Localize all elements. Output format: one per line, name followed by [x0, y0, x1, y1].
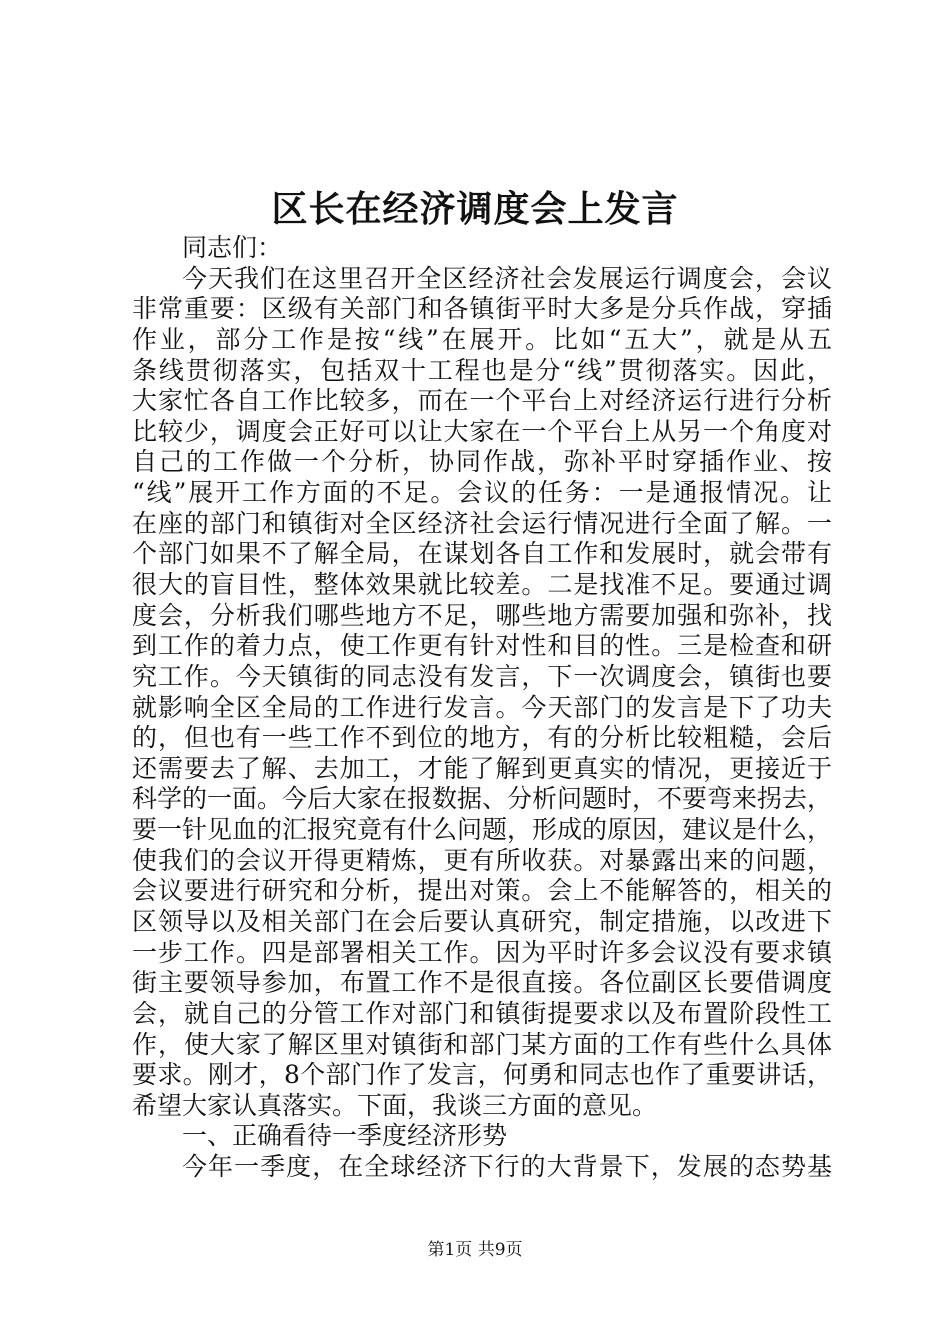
body-line: 很大的盲目性，整体效果就比较差。二是找准不足。要通过调 — [132, 570, 832, 599]
body-line: 到工作的着力点，使工作更有针对性和目的性。三是检查和研 — [132, 631, 832, 661]
body-line: 希望大家认真落实。下面，我谈三方面的意见。 — [132, 1090, 658, 1120]
body-line: 区领导以及相关部门在会后要认真研究，制定措施，以改进下 — [132, 906, 832, 936]
body-line: 作业，部分工作是按“线”在展开。比如“五大”，就是从五 — [132, 324, 832, 354]
body-line: 要求。刚才，8个部门作了发言，何勇和同志也作了重要讲话， — [132, 1060, 832, 1090]
body-line: 使我们的会议开得更精炼，更有所收获。对暴露出来的问题， — [132, 845, 832, 875]
body-line: 科学的一面。今后大家在报数据、分析问题时，不要弯来拐去， — [132, 784, 833, 814]
body-line: 自己的工作做一个分析，协同作战，弥补平时穿插作业、按 — [132, 447, 832, 477]
body-line: 就影响全区全局的工作进行发言。今天部门的发言是下了功夫 — [132, 692, 832, 722]
body-line: 的，但也有一些工作不到位的地方，有的分析比较粗糙，会后 — [132, 723, 832, 753]
body-line: 今天我们在这里召开全区经济社会发展运行调度会，会议 — [182, 263, 832, 293]
body-line: 非常重要：区级有关部门和各镇街平时大多是分兵作战，穿插 — [132, 294, 832, 324]
body-line: 在座的部门和镇街对全区经济社会运行情况进行全面了解。一 — [132, 508, 832, 538]
body-line: 比较少，调度会正好可以让大家在一个平台上从另一个角度对 — [132, 416, 832, 446]
body-line: 会议要进行研究和分析，提出对策。会上不能解答的，相关的 — [132, 876, 832, 906]
body-line: 要一针见血的汇报究竟有什么问题，形成的原因，建议是什么， — [132, 815, 833, 844]
body-line: 个部门如果不了解全局，在谋划各自工作和发展时，就会带有 — [132, 539, 832, 569]
body-line: 街主要领导参加，布置工作不是很直接。各位副区长要借调度 — [132, 968, 832, 998]
section-heading: 一、正确看待一季度经济形势 — [182, 1121, 508, 1151]
body-line: 大家忙各自工作比较多，而在一个平台上对经济运行进行分析 — [132, 386, 832, 416]
body-line: 一步工作。四是部署相关工作。因为平时许多会议没有要求镇 — [132, 937, 832, 967]
body-line: 作，使大家了解区里对镇街和部门某方面的工作有些什么具体 — [132, 1029, 832, 1059]
page-footer: 第1页 共9页 — [427, 1240, 523, 1260]
body-line: “线”展开工作方面的不足。会议的任务：一是通报情况。让 — [132, 478, 832, 508]
salutation: 同志们： — [182, 233, 283, 262]
body-line: 条线贯彻落实，包括双十工程也是分“线”贯彻落实。因此， — [132, 355, 832, 385]
document-title: 区长在经济调度会上发言 — [271, 188, 679, 230]
body-line: 究工作。今天镇街的同志没有发言，下一次调度会，镇街也要 — [132, 661, 832, 691]
body-line: 度会，分析我们哪些地方不足，哪些地方需要加强和弥补，找 — [132, 600, 832, 630]
body-line: 今年一季度，在全球经济下行的大背景下，发展的态势基 — [182, 1152, 832, 1181]
body-line: 还需要去了解、去加工，才能了解到更真实的情况，更接近于 — [132, 753, 832, 783]
body-line: 会，就自己的分管工作对部门和镇街提要求以及布置阶段性工 — [132, 998, 832, 1028]
